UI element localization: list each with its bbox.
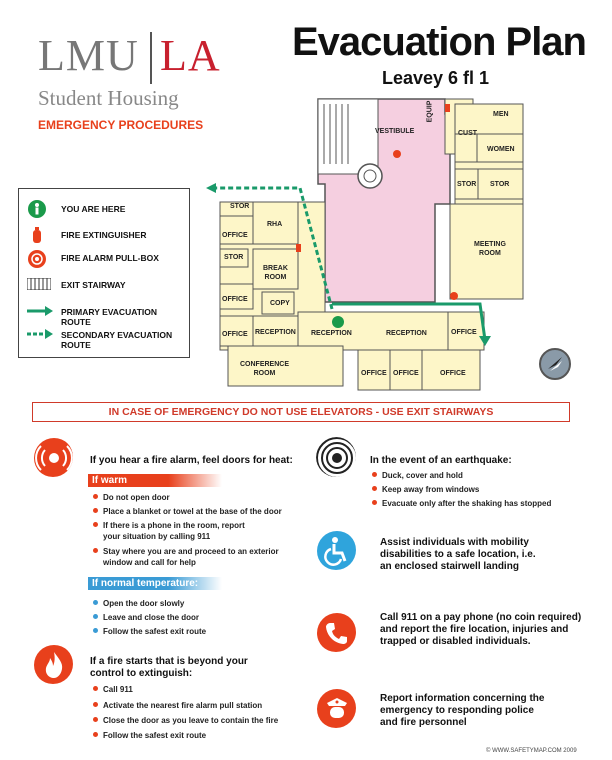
room-stor-left-2: STOR bbox=[224, 254, 244, 261]
legend-secondary-route: SECONDARY EVACUATION ROUTE bbox=[61, 330, 173, 350]
alarm-heading: If you hear a fire alarm, feel doors for heat: bbox=[90, 455, 293, 466]
mobility-line-1: Assist individuals with mobility bbox=[380, 537, 529, 548]
if-normal-label: If normal temperature: bbox=[88, 577, 222, 590]
compass-icon bbox=[538, 347, 572, 381]
room-office-5: OFFICE bbox=[361, 370, 387, 377]
elevator-warning-banner: IN CASE OF EMERGENCY DO NOT USE ELEVATORS - USE EXIT STAIRWAYS bbox=[32, 402, 570, 422]
if-warm-label: If warm bbox=[88, 474, 222, 487]
room-reception-1: RECEPTION bbox=[255, 329, 296, 336]
earthquake-icon bbox=[316, 437, 356, 477]
fire-item-1: Call 911 bbox=[93, 684, 133, 695]
room-stor-2: STOR bbox=[490, 181, 510, 188]
room-meeting bbox=[474, 240, 506, 258]
room-equip: EQUIP bbox=[426, 100, 434, 123]
room-cust: CUST bbox=[458, 130, 478, 137]
room-reception-2: RECEPTION bbox=[311, 330, 352, 337]
normal-item-3: Follow the safest exit route bbox=[93, 626, 206, 637]
phone-line-2: and report the fire location, injuries and bbox=[380, 624, 569, 635]
secondary-route-arrow-icon bbox=[27, 329, 53, 339]
room-reception-3: RECEPTION bbox=[386, 330, 427, 337]
room-stor-left: STOR bbox=[230, 203, 250, 210]
police-line-2: emergency to responding police bbox=[380, 705, 534, 716]
mobility-line-3: an enclosed stairwell landing bbox=[380, 561, 519, 572]
logo-la: LA bbox=[160, 31, 221, 80]
warm-item-1: Do not open door bbox=[93, 492, 170, 503]
room-break-line1: BREAK bbox=[263, 265, 288, 272]
earthquake-item-3: Evacuate only after the shaking has stopped bbox=[372, 498, 551, 509]
warm-item-3: If there is a phone in the room, report bbox=[93, 520, 245, 531]
fire-alarm-section-icon bbox=[33, 437, 73, 477]
legend-fire-extinguisher: FIRE EXTINGUISHER bbox=[61, 230, 147, 240]
copyright: © WWW.SAFETYMAP.COM 2009 bbox=[486, 748, 577, 754]
earthquake-item-2: Keep away from windows bbox=[372, 484, 479, 495]
wheelchair-icon bbox=[316, 530, 356, 570]
room-break-line2: ROOM bbox=[264, 274, 287, 281]
room-conference-line2: ROOM bbox=[253, 370, 276, 377]
fire-item-2: Activate the nearest fire alarm pull station bbox=[93, 700, 262, 711]
room-rha: RHA bbox=[267, 221, 283, 228]
room-office-4: OFFICE bbox=[451, 329, 477, 336]
room-office-6: OFFICE bbox=[393, 370, 419, 377]
room-break bbox=[263, 264, 288, 282]
legend-you-are-here: YOU ARE HERE bbox=[61, 204, 126, 214]
police-line-3: and fire personnel bbox=[380, 717, 467, 728]
normal-item-2: Leave and close the door bbox=[93, 612, 199, 623]
legend-fire-alarm: FIRE ALARM PULL-BOX bbox=[61, 253, 159, 263]
police-line-1: Report information concerning the bbox=[380, 693, 545, 704]
phone-line-1: Call 911 on a pay phone (no coin required) bbox=[380, 612, 582, 623]
primary-route-arrow-icon bbox=[27, 306, 53, 316]
room-vestibule: VESTIBULE bbox=[375, 128, 415, 135]
normal-item-1: Open the door slowly bbox=[93, 598, 184, 609]
fire-heading-1: If a fire starts that is beyond your bbox=[90, 656, 248, 667]
warm-item-3b: your situation by calling 911 bbox=[103, 532, 211, 541]
room-conference-line1: CONFERENCE bbox=[240, 361, 290, 368]
room-office-1: OFFICE bbox=[222, 232, 248, 239]
phone-line-3: trapped or disabled individuals. bbox=[380, 636, 531, 647]
legend-exit-stairway: EXIT STAIRWAY bbox=[61, 280, 126, 290]
fire-alarm-icon bbox=[27, 249, 47, 269]
room-men: MEN bbox=[493, 111, 509, 118]
fire-item-3: Close the door as you leave to contain the fire bbox=[93, 715, 278, 726]
fire-item-4: Follow the safest exit route bbox=[93, 730, 206, 741]
fire-flame-icon bbox=[33, 644, 73, 684]
warm-item-2: Place a blanket or towel at the base of the door bbox=[93, 506, 282, 517]
logo-student-housing: Student Housing bbox=[38, 86, 179, 110]
phone-icon bbox=[316, 612, 356, 652]
police-icon bbox=[316, 688, 356, 728]
room-office-3: OFFICE bbox=[222, 331, 248, 338]
earthquake-item-1: Duck, cover and hold bbox=[372, 470, 463, 481]
warm-item-4b: window and call for help bbox=[103, 558, 196, 567]
exit-stairway-icon bbox=[27, 278, 51, 290]
you-are-here-icon bbox=[27, 199, 47, 219]
emergency-procedures-label: EMERGENCY PROCEDURES bbox=[38, 118, 204, 132]
room-conference bbox=[240, 360, 289, 378]
room-stor-1: STOR bbox=[457, 181, 477, 188]
room-copy: COPY bbox=[270, 300, 290, 307]
legend bbox=[18, 188, 190, 358]
fire-heading-2: control to extinguish: bbox=[90, 668, 193, 679]
earthquake-heading: In the event of an earthquake: bbox=[370, 455, 512, 466]
mobility-line-2: disabilities to a safe location, i.e. bbox=[380, 549, 536, 560]
warm-item-4: Stay where you are and proceed to an exterior bbox=[93, 546, 279, 557]
room-meeting-line1: MEETING bbox=[474, 241, 506, 248]
room-office-2: OFFICE bbox=[222, 296, 248, 303]
logo-divider bbox=[150, 32, 152, 84]
room-office-7: OFFICE bbox=[440, 370, 466, 377]
room-women: WOMEN bbox=[487, 146, 515, 153]
page-title: Evacuation Plan bbox=[292, 20, 586, 64]
logo-lmu: LMU bbox=[38, 31, 139, 80]
fire-extinguisher-icon bbox=[30, 226, 44, 244]
legend-primary-route: PRIMARY EVACUATION ROUTE bbox=[61, 307, 158, 327]
room-meeting-line2: ROOM bbox=[479, 250, 501, 257]
page-subtitle: Leavey 6 fl 1 bbox=[382, 68, 490, 88]
